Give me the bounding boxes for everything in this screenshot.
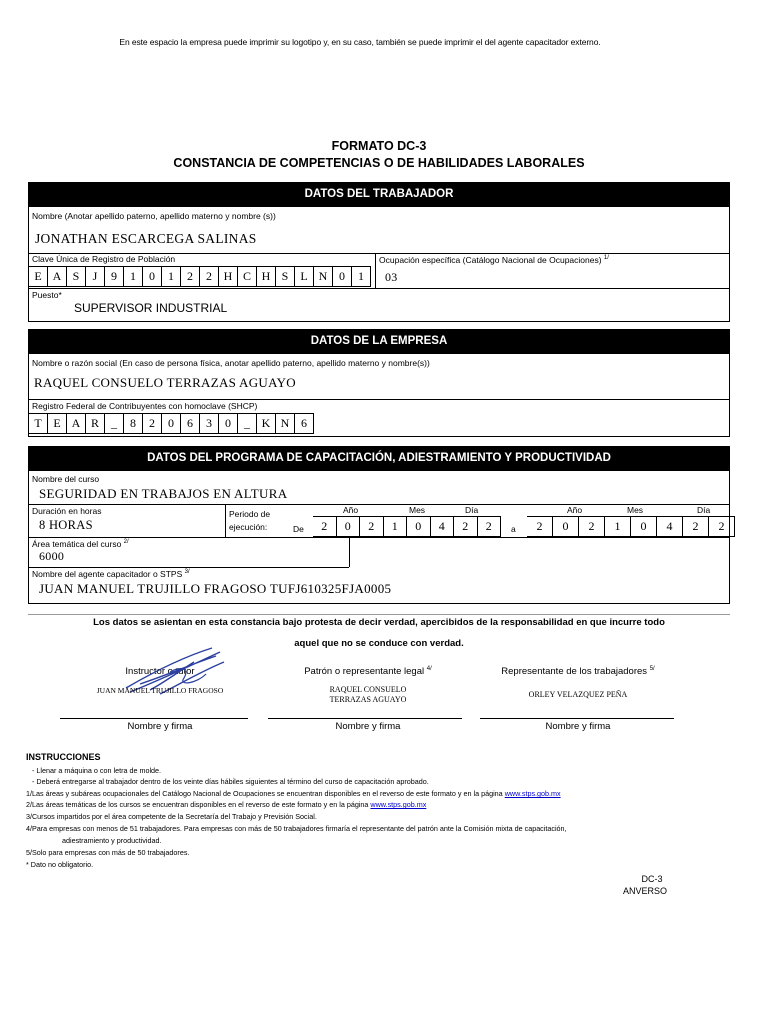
puesto-label: Puesto* [32, 290, 62, 300]
nota-4: 4/Para empresas con menos de 51 trabajadores. Para empresas con más de 50 trabajadores firmaría el representante del patrón ante la Comisión mixta de capacitación, [26, 824, 567, 833]
nombre-firma-patron: Nombre y firma [335, 721, 401, 732]
patron-label: Patrón o representante legal $^{4/}$ [304, 666, 432, 678]
rfc-cell[interactable]: 2 [143, 414, 162, 434]
fecha-inicio-cell[interactable]: 2 [313, 517, 337, 537]
a-label: a [511, 524, 516, 534]
duracion-value[interactable]: 8 HORAS [39, 518, 93, 532]
ocupacion-label: Ocupación específica (Catálogo Nacional de Ocupaciones) $^{1/}$ [379, 255, 609, 265]
fecha-inicio-cells[interactable] [313, 516, 501, 537]
form-code-title: FORMATO DC-3 [331, 139, 427, 153]
curp-cell[interactable]: N [314, 267, 333, 287]
fecha-fin-cell[interactable]: 0 [553, 517, 579, 537]
puesto-value[interactable]: SUPERVISOR INDUSTRIAL [74, 301, 228, 315]
razon-social-label: Nombre o razón social (En caso de persona física, anotar apellido paterno, apellido materno y nombre(s)) [32, 358, 430, 368]
area-tematica-label: Área temática del curso $^{2/}$ [32, 539, 129, 549]
fecha-inicio-cell[interactable]: 2 [454, 517, 478, 537]
fecha-fin-cell[interactable]: 2 [527, 517, 553, 537]
rfc-cell[interactable]: E [48, 414, 67, 434]
trabajador-section [28, 206, 730, 322]
nota-5: 5/Solo para empresas con más de 50 trabajadores. [26, 848, 190, 857]
instrucciones-title: INSTRUCCIONES [26, 752, 101, 762]
nombre-value[interactable]: JONATHAN ESCARCEGA SALINAS [35, 231, 257, 246]
nota-6: * Dato no obligatorio. [26, 860, 94, 869]
curp-cell[interactable]: 1 [124, 267, 143, 287]
dia-label-end: Día [697, 505, 711, 515]
patron-name-2: TERRAZAS AGUAYO [329, 695, 407, 704]
section-header-empresa: DATOS DE LA EMPRESA [28, 329, 730, 353]
nombre-firma-representante: Nombre y firma [545, 721, 611, 732]
footer-code: DC-3 [641, 874, 663, 884]
curp-cell[interactable]: 9 [105, 267, 124, 287]
curp-cell[interactable]: J [86, 267, 105, 287]
rfc-cell[interactable]: 0 [162, 414, 181, 434]
rfc-cell[interactable]: A [67, 414, 86, 434]
rfc-cell[interactable]: N [276, 414, 295, 434]
instruccion-2: - Deberá entregarse al trabajador dentro de los veinte días hábiles siguientes al término del curso de capacitación aprobado. [32, 777, 429, 786]
mes-label-end: Mes [627, 505, 644, 515]
curp-cell[interactable]: H [257, 267, 276, 287]
anio-label-end: Año [567, 505, 583, 515]
rfc-label: Registro Federal de Contribuyentes con homoclave (SHCP) [32, 401, 258, 411]
nota-4-cont: adiestramiento y productividad. [62, 836, 162, 845]
form-main-title: CONSTANCIA DE COMPETENCIAS O DE HABILIDADES LABORALES [173, 156, 585, 170]
fecha-inicio-cell[interactable]: 0 [337, 517, 361, 537]
curp-cell[interactable]: 2 [200, 267, 219, 287]
razon-social-value[interactable]: RAQUEL CONSUELO TERRAZAS AGUAYO [34, 375, 296, 390]
fecha-fin-cell[interactable]: 0 [631, 517, 657, 537]
curp-cell[interactable]: 2 [181, 267, 200, 287]
curp-cells[interactable] [29, 266, 371, 287]
curso-value[interactable]: SEGURIDAD EN TRABAJOS EN ALTURA [39, 486, 288, 501]
curp-cell[interactable]: S [67, 267, 86, 287]
programa-section [28, 470, 730, 604]
fecha-inicio-cell[interactable]: 0 [407, 517, 431, 537]
rfc-cell[interactable]: R [86, 414, 105, 434]
rfc-cell[interactable]: 6 [181, 414, 200, 434]
fecha-inicio-cell[interactable]: 1 [384, 517, 408, 537]
curp-cell[interactable]: 0 [333, 267, 352, 287]
fecha-fin-cell[interactable]: 4 [657, 517, 683, 537]
representante-name: ORLEY VELAZQUEZ PEÑA [528, 690, 628, 699]
curp-cell[interactable]: 1 [352, 267, 371, 287]
instructor-name: JUAN MANUEL TRUJILLO FRAGOSO [96, 686, 224, 695]
nota-2: 2/Las áreas temáticas de los cursos se encuentran disponibles en el reverso de este formato y en la página www.stps.gob.mx [26, 800, 427, 809]
rfc-cell[interactable]: 6 [295, 414, 314, 434]
fecha-fin-cell[interactable]: 1 [605, 517, 631, 537]
section-header-trabajador: DATOS DEL TRABAJADOR [28, 182, 730, 206]
stps-link-1[interactable]: www.stps.gob.mx [504, 789, 561, 798]
rfc-cell[interactable]: T [29, 414, 48, 434]
agente-label: Nombre del agente capacitador o STPS $^{3/}$ [32, 569, 190, 579]
curp-cell[interactable]: E [29, 267, 48, 287]
periodo-label: Periodo de [229, 509, 271, 519]
anio-label-start: Año [343, 505, 359, 515]
duracion-label: Duración en horas [32, 506, 102, 516]
signature-line-representante [480, 718, 674, 719]
rfc-cell[interactable]: 0 [219, 414, 238, 434]
rfc-cell[interactable]: 8 [124, 414, 143, 434]
rfc-cell[interactable]: _ [238, 414, 257, 434]
fecha-inicio-cell[interactable]: 2 [478, 517, 502, 537]
signature-line-instructor [60, 718, 248, 719]
footer-side: ANVERSO [622, 886, 667, 896]
curp-cell[interactable]: H [219, 267, 238, 287]
fecha-fin-cells[interactable] [527, 516, 735, 537]
fecha-fin-cell[interactable]: 2 [709, 517, 735, 537]
representante-label: Representante de los trabajadores $^{5/}$ [501, 666, 655, 678]
instruccion-1: - Llenar a máquina o con letra de molde. [32, 766, 162, 775]
agente-value[interactable]: JUAN MANUEL TRUJILLO FRAGOSO TUFJ610325FJA0005 [39, 581, 392, 596]
empresa-section [28, 353, 730, 437]
signature-line-patron [268, 718, 462, 719]
mes-label-start: Mes [409, 505, 426, 515]
rfc-cell[interactable]: _ [105, 414, 124, 434]
logo-space-note: En este espacio la empresa puede imprimir su logotipo y, en su caso, también se puede imprimir el del agente capacitador externo. [119, 37, 601, 47]
curso-label: Nombre del curso [32, 474, 100, 484]
rfc-cell[interactable]: K [257, 414, 276, 434]
curp-cell[interactable]: A [48, 267, 67, 287]
periodo-label-2: ejecución: [229, 522, 268, 532]
rfc-cells[interactable] [29, 413, 314, 434]
protesta-line-2: aquel que no se conduce con verdad. [294, 638, 464, 649]
dia-label-start: Día [465, 505, 479, 515]
fecha-inicio-cell[interactable]: 2 [360, 517, 384, 537]
de-label: De [293, 524, 304, 534]
curp-cell[interactable]: S [276, 267, 295, 287]
curp-cell[interactable]: 0 [143, 267, 162, 287]
section-header-programa: DATOS DEL PROGRAMA DE CAPACITACIÓN, ADIESTRAMIENTO Y PRODUCTIVIDAD [28, 446, 730, 470]
nota-1: 1/Las áreas y subáreas ocupacionales del Catálogo Nacional de Ocupaciones se encuentran disponibles en el reverso de este formato y en la página www.stps.gob.mx [26, 789, 561, 798]
ocupacion-value[interactable]: 03 [385, 270, 398, 284]
nombre-label: Nombre (Anotar apellido paterno, apellido materno y nombre (s)) [32, 211, 276, 221]
nota-3: 3/Cursos impartidos por el área competente de la Secretaría del Trabajo y Previsión Social. [26, 812, 317, 821]
curp-cell[interactable]: L [295, 267, 314, 287]
fecha-fin-cell[interactable]: 2 [579, 517, 605, 537]
curp-label: Clave Única de Registro de Población [32, 254, 176, 264]
rfc-cell[interactable]: 3 [200, 414, 219, 434]
instructor-label: Instructor o tutor [125, 666, 195, 677]
patron-name-1: RAQUEL CONSUELO [329, 685, 407, 694]
protesta-line-1: Los datos se asientan en esta constancia bajo protesta de decir verdad, apercibidos de la responsabilidad en que incurre todo [93, 617, 665, 628]
fecha-inicio-cell[interactable]: 4 [431, 517, 455, 537]
area-tematica-value[interactable]: 6000 [39, 549, 65, 563]
fecha-fin-cell[interactable]: 2 [683, 517, 709, 537]
curp-cell[interactable]: 1 [162, 267, 181, 287]
stps-link-2[interactable]: www.stps.gob.mx [370, 800, 427, 809]
curp-cell[interactable]: C [238, 267, 257, 287]
nombre-firma-instructor: Nombre y firma [127, 721, 193, 732]
